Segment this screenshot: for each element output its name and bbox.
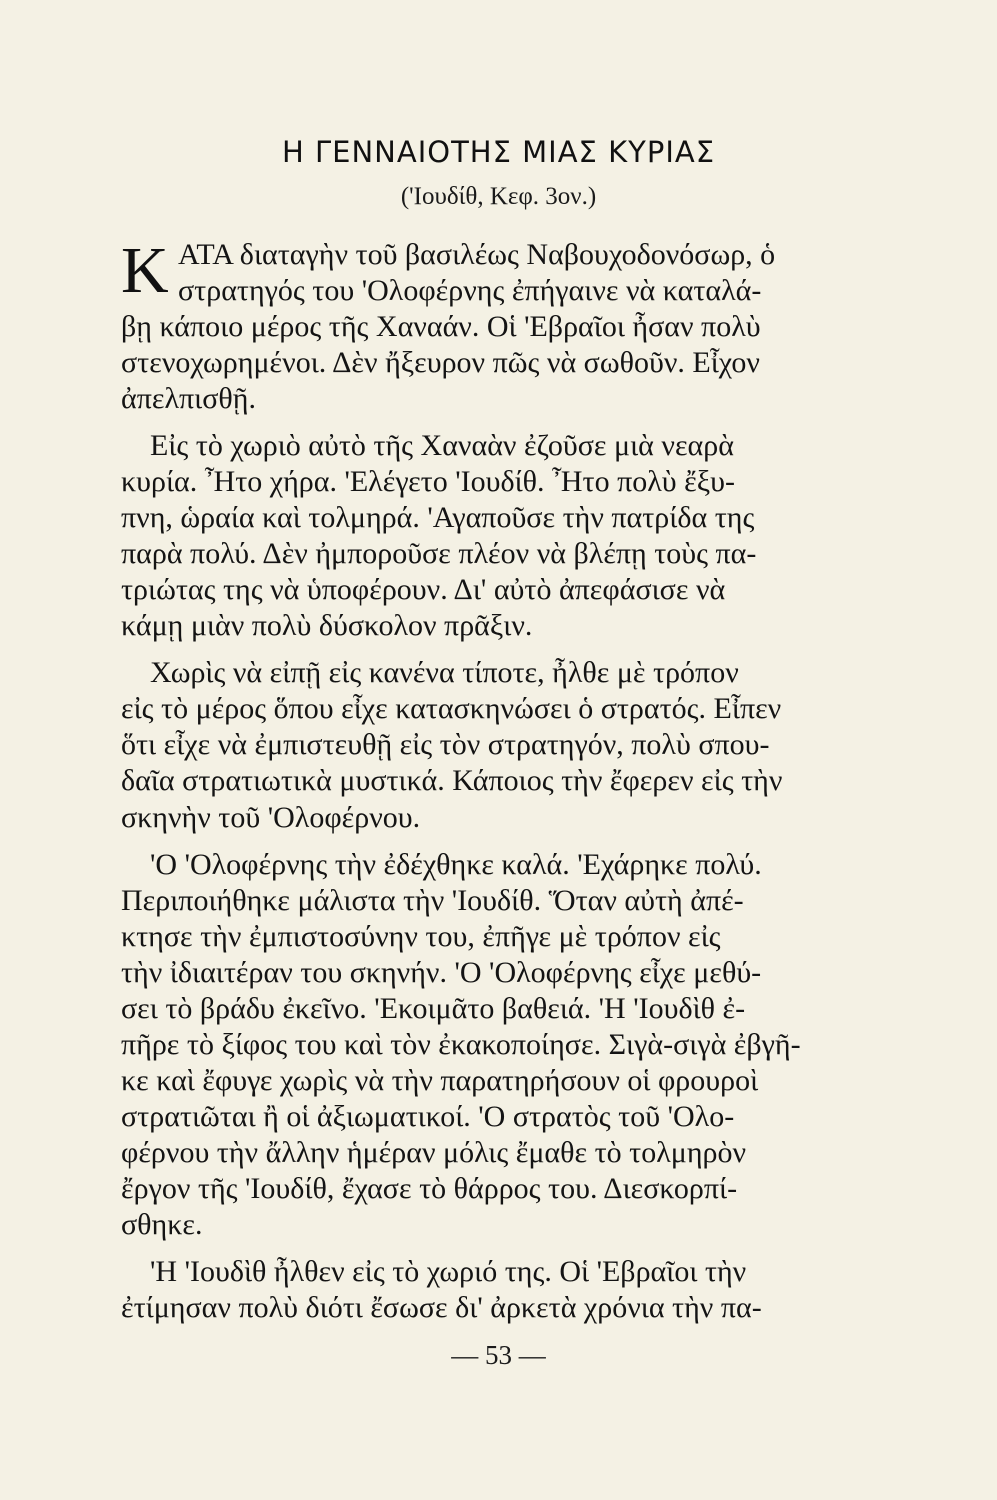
text-line: στρατηγός του 'Ολοφέρνης ἐπήγαινε νὰ καταλά- [178, 274, 762, 307]
text-line: ἀπελπισθῇ. [121, 382, 256, 415]
text-line: κτησε τὴν ἐμπιστοσύνην του, ἐπῆγε μὲ τρόπον εἰς [121, 920, 721, 953]
text-line: δαῖα στρατιωτικὰ μυστικά. Κάποιος τὴν ἔφερεν εἰς τὴν [121, 764, 783, 797]
chapter-title: Η ΓΕΝΝΑΙΟΤΗΣ ΜΙΑΣ ΚΥΡΙΑΣ [281, 135, 716, 169]
text-line: κάμῃ μιὰν πολὺ δύσκολον πρᾶξιν. [121, 609, 533, 642]
drop-cap: Κ [121, 234, 169, 307]
text-line: πνη, ὡραία καὶ τολμηρά. 'Αγαποῦσε τὴν πατρίδα της [121, 501, 755, 534]
text-line: τριώτας της νὰ ὑποφέρουν. Δι' αὐτὸ ἀπεφάσισε νὰ [121, 573, 726, 606]
text-line: 'Ο 'Ολοφέρνης τὴν ἐδέχθηκε καλά. 'Εχάρηκε πολύ. [150, 848, 762, 881]
text-line: Περιποιήθηκε μάλιστα τὴν 'Ιουδίθ. Ὅταν αὐτὴ ἀπέ- [121, 884, 744, 917]
chapter-subtitle: ('Ιουδίθ, Κεφ. 3ον.) [400, 183, 597, 210]
text-line: ἐτίμησαν πολὺ διότι ἔσωσε δι' ἀρκετὰ χρόνια τὴν πα- [121, 1291, 762, 1324]
text-line: εἰς τὸ μέρος ὅπου εἶχε κατασκηνώσει ὁ στρατός. Εἶπεν [121, 692, 782, 725]
text-line: 'Η 'Ιουδὶθ ἦλθεν εἰς τὸ χωριό της. Οἱ 'Εβραῖοι τὴν [150, 1255, 747, 1288]
text-line: παρὰ πολύ. Δὲν ἠμποροῦσε πλέον νὰ βλέπῃ τοὺς πα- [121, 537, 757, 570]
text-line: σει τὸ βράδυ ἐκεῖνο. 'Εκοιμᾶτο βαθειά. 'Η 'Ιουδὶθ ἐ- [121, 992, 746, 1025]
text-line: Χωρὶς νὰ εἰπῇ εἰς κανένα τίποτε, ἦλθε μὲ τρόπον [150, 656, 739, 689]
text-line: στρατιῶται ἢ οἱ ἀξιωματικοί. 'Ο στρατὸς τοῦ 'Ολο- [121, 1100, 735, 1133]
text-line: Εἰς τὸ χωριὸ αὐτὸ τῆς Χαναὰν ἐζοῦσε μιὰ νεαρὰ [150, 429, 734, 462]
text-line: ἔργον τῆς 'Ιουδίθ, ἔχασε τὸ θάρρος του. Διεσκορπί- [121, 1172, 738, 1205]
text-line: σκηνὴν τοῦ 'Ολοφέρνου. [121, 801, 421, 834]
text-line: σθηκε. [121, 1208, 203, 1241]
text-line: κε καὶ ἔφυγε χωρὶς νὰ τὴν παρατηρήσουν οἱ φρουροὶ [121, 1064, 759, 1097]
page-number: — 53 — [451, 1340, 546, 1370]
text-line: τὴν ἰδιαιτέραν του σκηνήν. 'Ο 'Ολοφέρνης εἶχε μεθύ- [121, 956, 762, 989]
text-line: στενοχωρημένοι. Δὲν ἤξευρον πῶς νὰ σωθοῦν. Εἶχον [121, 346, 760, 379]
text-line: πῆρε τὸ ξίφος του καὶ τὸν ἐκακοποίησε. Σιγὰ-σιγὰ ἐβγῆ- [121, 1028, 801, 1061]
text-line: φέρνου τὴν ἄλλην ἡμέραν μόλις ἔμαθε τὸ τολμηρὸν [121, 1136, 747, 1169]
text-line: ΑΤΑ διαταγὴν τοῦ βασιλέως Ναβουχοδονόσωρ, ὁ [178, 238, 776, 271]
text-line: ὅτι εἶχε νὰ ἐμπιστευθῇ εἰς τὸν στρατηγόν, πολὺ σπου- [121, 728, 770, 761]
text-line: κυρία. Ἦτο χήρα. 'Ελέγετο 'Ιουδίθ. Ἦτο πολὺ ἔξυ- [121, 465, 735, 498]
text-line: βῃ κάποιο μέρος τῆς Χαναάν. Οἱ 'Εβραῖοι ἦσαν πολὺ [121, 310, 761, 343]
